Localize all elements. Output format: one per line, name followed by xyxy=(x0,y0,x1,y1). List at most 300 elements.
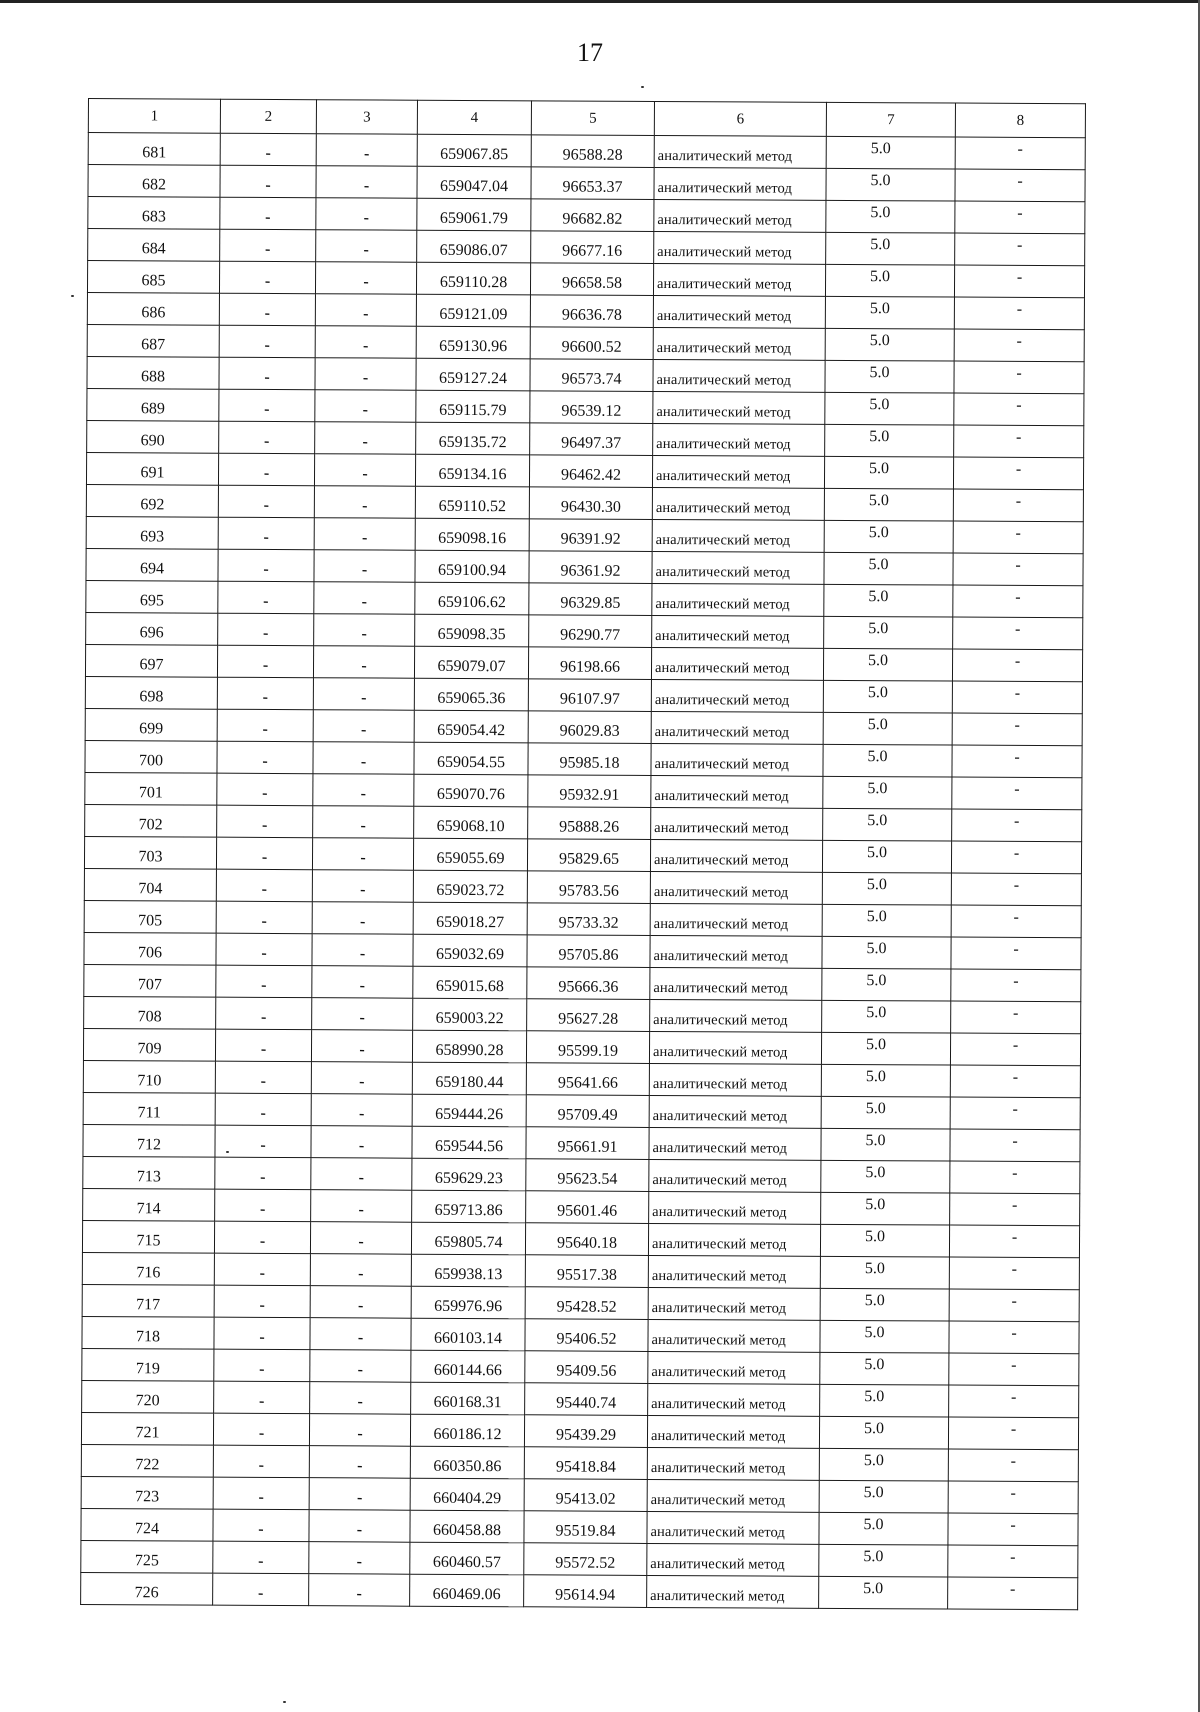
cell-method: аналитический метод xyxy=(651,711,823,744)
cell-coord-y: 95614.94 xyxy=(524,1575,647,1608)
cell-col-8: - xyxy=(952,745,1082,778)
cell-coord-x: 659544.56 xyxy=(412,1126,526,1159)
cell-method: аналитический метод xyxy=(648,1351,820,1384)
table-row xyxy=(82,1380,1079,1417)
cell-coord-x: 659098.16 xyxy=(415,518,529,551)
cell-col-2: - xyxy=(213,1573,309,1606)
cell-col-2: - xyxy=(214,1221,310,1254)
cell-point-number: 702 xyxy=(85,804,217,837)
cell-point-number: 692 xyxy=(86,484,218,517)
cell-method: аналитический метод xyxy=(647,1543,819,1576)
table-header-row xyxy=(88,99,1085,138)
cell-point-number: 718 xyxy=(82,1316,214,1349)
cell-accuracy: 5.0 xyxy=(820,1352,949,1385)
cell-point-number: 711 xyxy=(83,1092,215,1125)
cell-accuracy: 5.0 xyxy=(822,872,951,905)
cell-coord-x: 659110.52 xyxy=(415,486,529,519)
cell-col-8: - xyxy=(952,681,1082,714)
cell-point-number: 681 xyxy=(88,133,220,166)
cell-col-2: - xyxy=(220,133,316,166)
cell-coord-y: 95733.32 xyxy=(527,903,650,936)
cell-accuracy: 5.0 xyxy=(824,456,953,489)
cell-point-number: 701 xyxy=(85,772,217,805)
cell-col-3: - xyxy=(315,262,416,295)
table-row xyxy=(82,1348,1079,1385)
cell-coord-x: 659015.68 xyxy=(413,966,527,999)
cell-coord-y: 96029.83 xyxy=(528,711,651,744)
cell-col-2: - xyxy=(218,549,314,582)
cell-method: аналитический метод xyxy=(649,1095,821,1128)
table-row xyxy=(82,1252,1079,1289)
cell-point-number: 725 xyxy=(81,1540,213,1573)
cell-col-2: - xyxy=(217,773,313,806)
cell-col-2: - xyxy=(218,453,314,486)
cell-col-2: - xyxy=(216,901,312,934)
cell-coord-x: 659065.36 xyxy=(414,678,528,711)
cell-accuracy: 5.0 xyxy=(826,200,955,233)
cell-accuracy: 5.0 xyxy=(824,552,953,585)
table-row xyxy=(83,1156,1080,1193)
cell-point-number: 689 xyxy=(87,388,219,421)
cell-coord-y: 96198.66 xyxy=(528,647,651,680)
cell-col-8: - xyxy=(951,841,1081,874)
cell-col-3: - xyxy=(315,358,416,391)
cell-col-3: - xyxy=(314,614,415,647)
cell-method: аналитический метод xyxy=(650,903,822,936)
cell-coord-y: 95705.86 xyxy=(527,935,650,968)
table-row xyxy=(81,1476,1078,1513)
cell-method: аналитический метод xyxy=(654,135,826,168)
page-number: 17 xyxy=(577,38,603,67)
cell-coord-y: 96462.42 xyxy=(529,455,652,488)
cell-coord-y: 95517.38 xyxy=(525,1255,648,1288)
cell-col-3: - xyxy=(311,1030,412,1063)
cell-method: аналитический метод xyxy=(651,807,823,840)
cell-col-3: - xyxy=(315,294,416,327)
table-row xyxy=(87,420,1084,457)
cell-col-8: - xyxy=(952,713,1082,746)
table-row xyxy=(87,292,1084,329)
cell-accuracy: 5.0 xyxy=(823,712,952,745)
cell-point-number: 706 xyxy=(84,932,216,965)
cell-coord-y: 95572.52 xyxy=(524,1543,647,1576)
cell-method: аналитический метод xyxy=(649,1063,821,1096)
cell-col-3: - xyxy=(315,390,416,423)
cell-coord-y: 96658.58 xyxy=(530,263,653,296)
cell-accuracy: 5.0 xyxy=(824,488,953,521)
cell-col-8: - xyxy=(950,1129,1080,1162)
cell-point-number: 684 xyxy=(88,229,220,262)
cell-col-8: - xyxy=(948,1481,1078,1514)
cell-method: аналитический метод xyxy=(652,583,824,616)
table-row xyxy=(85,740,1082,777)
cell-accuracy: 5.0 xyxy=(819,1480,948,1513)
cell-coord-x: 660350.86 xyxy=(410,1446,524,1479)
cell-col-3: - xyxy=(311,1158,412,1191)
cell-coord-y: 96497.37 xyxy=(530,423,653,456)
cell-col-3: - xyxy=(310,1222,411,1255)
cell-method: аналитический метод xyxy=(650,935,822,968)
cell-col-2: - xyxy=(213,1445,309,1478)
table-row xyxy=(86,612,1083,649)
cell-col-8: - xyxy=(951,1001,1081,1034)
cell-col-2: - xyxy=(213,1413,309,1446)
cell-col-2: - xyxy=(213,1509,309,1542)
cell-col-8: - xyxy=(948,1545,1078,1578)
cell-col-3: - xyxy=(311,1094,412,1127)
cell-method: аналитический метод xyxy=(648,1319,820,1352)
cell-col-8: - xyxy=(948,1577,1078,1610)
cell-accuracy: 5.0 xyxy=(823,776,952,809)
cell-col-3: - xyxy=(313,678,414,711)
cell-point-number: 700 xyxy=(85,740,217,773)
cell-coord-y: 96539.12 xyxy=(530,391,653,424)
cell-method: аналитический метод xyxy=(647,1447,819,1480)
table-row xyxy=(84,836,1081,873)
cell-point-number: 705 xyxy=(84,900,216,933)
cell-method: аналитический метод xyxy=(647,1511,819,1544)
cell-col-8: - xyxy=(955,201,1085,234)
cell-col-2: - xyxy=(214,1285,310,1318)
cell-point-number: 710 xyxy=(83,1060,215,1093)
cell-coord-y: 95661.91 xyxy=(526,1127,649,1160)
cell-coord-x: 659121.09 xyxy=(416,294,530,327)
cell-coord-x: 659100.94 xyxy=(415,550,529,583)
cell-col-8: - xyxy=(950,1161,1080,1194)
cell-method: аналитический метод xyxy=(653,391,825,424)
cell-col-3: - xyxy=(313,774,414,807)
cell-col-8: - xyxy=(955,169,1085,202)
cell-accuracy: 5.0 xyxy=(825,392,954,425)
cell-coord-y: 95783.56 xyxy=(527,871,650,904)
cell-point-number: 712 xyxy=(83,1124,215,1157)
cell-coord-y: 96653.37 xyxy=(531,167,654,200)
cell-col-2: - xyxy=(217,741,313,774)
cell-accuracy: 5.0 xyxy=(822,1000,951,1033)
cell-col-8: - xyxy=(955,137,1085,170)
cell-accuracy: 5.0 xyxy=(821,1064,950,1097)
cell-point-number: 683 xyxy=(88,197,220,230)
cell-accuracy: 5.0 xyxy=(824,584,953,617)
cell-col-3: - xyxy=(312,838,413,871)
table-row xyxy=(83,1092,1080,1129)
cell-point-number: 696 xyxy=(86,612,218,645)
cell-method: аналитический метод xyxy=(649,1191,821,1224)
cell-col-3: - xyxy=(313,806,414,839)
cell-col-3: - xyxy=(310,1382,411,1415)
scan-speck xyxy=(71,295,74,297)
cell-point-number: 682 xyxy=(88,165,220,198)
cell-col-8: - xyxy=(950,1097,1080,1130)
cell-col-2: - xyxy=(218,517,314,550)
cell-col-2: - xyxy=(214,1253,310,1286)
cell-col-2: - xyxy=(214,1381,310,1414)
cell-col-3: - xyxy=(311,1062,412,1095)
table-row xyxy=(82,1284,1079,1321)
cell-col-3: - xyxy=(312,966,413,999)
cell-col-3: - xyxy=(312,870,413,903)
cell-point-number: 723 xyxy=(81,1476,213,1509)
cell-point-number: 688 xyxy=(87,356,219,389)
cell-coord-x: 659032.69 xyxy=(413,934,527,967)
cell-col-2: - xyxy=(217,645,313,678)
cell-method: аналитический метод xyxy=(652,615,824,648)
cell-coord-x: 659079.07 xyxy=(414,646,528,679)
cell-coord-x: 660103.14 xyxy=(411,1318,525,1351)
cell-coord-y: 95985.18 xyxy=(528,743,651,776)
cell-coord-y: 95888.26 xyxy=(528,807,651,840)
cell-coord-x: 659070.76 xyxy=(414,774,528,807)
cell-coord-y: 95829.65 xyxy=(527,839,650,872)
column-header-4: 4 xyxy=(417,100,531,135)
cell-point-number: 694 xyxy=(86,548,218,581)
cell-coord-y: 96636.78 xyxy=(530,295,653,328)
table-row xyxy=(83,1028,1080,1065)
cell-col-2: - xyxy=(215,1029,311,1062)
cell-coord-x: 660404.29 xyxy=(410,1478,524,1511)
cell-coord-x: 659054.42 xyxy=(414,710,528,743)
cell-accuracy: 5.0 xyxy=(826,168,955,201)
cell-accuracy: 5.0 xyxy=(820,1224,949,1257)
cell-accuracy: 5.0 xyxy=(819,1544,948,1577)
cell-point-number: 703 xyxy=(84,836,216,869)
cell-accuracy: 5.0 xyxy=(820,1256,949,1289)
cell-col-8: - xyxy=(953,617,1083,650)
cell-col-2: - xyxy=(217,709,313,742)
cell-col-3: - xyxy=(309,1510,410,1543)
cell-col-3: - xyxy=(314,486,415,519)
cell-method: аналитический метод xyxy=(647,1575,819,1608)
cell-col-8: - xyxy=(950,1065,1080,1098)
cell-accuracy: 5.0 xyxy=(822,936,951,969)
cell-col-3: - xyxy=(316,166,417,199)
cell-point-number: 697 xyxy=(85,644,217,677)
cell-col-2: - xyxy=(217,677,313,710)
table-row xyxy=(88,197,1085,234)
cell-coord-x: 659067.85 xyxy=(417,134,531,167)
cell-accuracy: 5.0 xyxy=(823,744,952,777)
column-header-8: 8 xyxy=(955,103,1085,138)
cell-coord-x: 659055.69 xyxy=(413,838,527,871)
cell-point-number: 714 xyxy=(83,1188,215,1221)
table-row xyxy=(85,644,1082,681)
cell-col-2: - xyxy=(214,1317,310,1350)
table-row xyxy=(84,996,1081,1033)
cell-point-number: 695 xyxy=(86,580,218,613)
cell-col-8: - xyxy=(955,233,1085,266)
cell-method: аналитический метод xyxy=(647,1479,819,1512)
cell-accuracy: 5.0 xyxy=(821,1160,950,1193)
cell-coord-x: 660469.06 xyxy=(410,1574,524,1607)
cell-accuracy: 5.0 xyxy=(821,1032,950,1065)
cell-col-8: - xyxy=(951,905,1081,938)
column-header-6: 6 xyxy=(654,101,826,136)
table-row xyxy=(86,516,1083,553)
cell-method: аналитический метод xyxy=(649,1127,821,1160)
table-row xyxy=(84,868,1081,905)
table-row xyxy=(87,356,1084,393)
cell-accuracy: 5.0 xyxy=(823,680,952,713)
cell-col-8: - xyxy=(950,1193,1080,1226)
cell-coord-y: 96290.77 xyxy=(529,615,652,648)
cell-col-2: - xyxy=(220,229,316,262)
cell-coord-x: 659054.55 xyxy=(414,742,528,775)
cell-col-8: - xyxy=(949,1353,1079,1386)
cell-method: аналитический метод xyxy=(650,871,822,904)
cell-col-8: - xyxy=(951,969,1081,1002)
cell-col-2: - xyxy=(217,805,313,838)
column-header-3: 3 xyxy=(316,100,417,135)
cell-method: аналитический метод xyxy=(648,1223,820,1256)
cell-method: аналитический метод xyxy=(653,327,825,360)
cell-coord-y: 95627.28 xyxy=(527,999,650,1032)
cell-col-2: - xyxy=(220,197,316,230)
cell-col-2: - xyxy=(214,1349,310,1382)
cell-coord-y: 95406.52 xyxy=(525,1319,648,1352)
cell-col-3: - xyxy=(314,550,415,583)
cell-col-8: - xyxy=(950,1033,1080,1066)
table-row xyxy=(84,932,1081,969)
table-row xyxy=(83,1188,1080,1225)
cell-col-2: - xyxy=(216,869,312,902)
table-row xyxy=(85,804,1082,841)
cell-col-3: - xyxy=(313,742,414,775)
cell-coord-y: 95641.66 xyxy=(526,1063,649,1096)
cell-coord-x: 659023.72 xyxy=(413,870,527,903)
cell-col-2: - xyxy=(213,1477,309,1510)
cell-col-3: - xyxy=(314,518,415,551)
cell-coord-x: 659003.22 xyxy=(413,998,527,1031)
column-header-7: 7 xyxy=(826,102,955,137)
cell-coord-x: 660458.88 xyxy=(410,1510,524,1543)
cell-coord-y: 96588.28 xyxy=(531,135,654,168)
cell-point-number: 716 xyxy=(82,1252,214,1285)
table-row xyxy=(88,133,1085,170)
cell-point-number: 722 xyxy=(81,1444,213,1477)
cell-coord-y: 96361.92 xyxy=(529,551,652,584)
cell-point-number: 717 xyxy=(82,1284,214,1317)
cell-col-2: - xyxy=(215,1157,311,1190)
cell-method: аналитический метод xyxy=(648,1383,820,1416)
cell-col-8: - xyxy=(953,457,1083,490)
cell-col-3: - xyxy=(314,454,415,487)
cell-col-8: - xyxy=(954,361,1084,394)
cell-col-2: - xyxy=(218,613,314,646)
cell-coord-y: 95709.49 xyxy=(526,1095,649,1128)
cell-coord-y: 96391.92 xyxy=(529,519,652,552)
cell-accuracy: 5.0 xyxy=(822,840,951,873)
cell-method: аналитический метод xyxy=(651,775,823,808)
table-body xyxy=(81,133,1086,1610)
cell-point-number: 699 xyxy=(85,708,217,741)
cell-coord-y: 95601.46 xyxy=(526,1191,649,1224)
cell-point-number: 719 xyxy=(82,1348,214,1381)
cell-accuracy: 5.0 xyxy=(819,1576,948,1609)
cell-accuracy: 5.0 xyxy=(822,968,951,1001)
cell-accuracy: 5.0 xyxy=(821,1128,950,1161)
cell-point-number: 720 xyxy=(82,1380,214,1413)
cell-col-3: - xyxy=(309,1574,410,1607)
cell-accuracy: 5.0 xyxy=(819,1512,948,1545)
cell-col-2: - xyxy=(216,933,312,966)
column-header-1: 1 xyxy=(88,99,220,134)
cell-col-2: - xyxy=(220,165,316,198)
cell-accuracy: 5.0 xyxy=(824,616,953,649)
cell-point-number: 724 xyxy=(81,1508,213,1541)
cell-col-8: - xyxy=(948,1449,1078,1482)
table-row xyxy=(86,452,1083,489)
cell-col-2: - xyxy=(216,837,312,870)
cell-coord-x: 659135.72 xyxy=(416,422,530,455)
cell-col-8: - xyxy=(951,937,1081,970)
cell-method: аналитический метод xyxy=(648,1255,820,1288)
cell-col-8: - xyxy=(954,425,1084,458)
cell-coord-y: 96430.30 xyxy=(529,487,652,520)
cell-method: аналитический метод xyxy=(651,679,823,712)
cell-accuracy: 5.0 xyxy=(824,520,953,553)
table-row xyxy=(85,708,1082,745)
cell-point-number: 691 xyxy=(86,452,218,485)
cell-accuracy: 5.0 xyxy=(823,648,952,681)
cell-method: аналитический метод xyxy=(654,167,826,200)
scan-speck xyxy=(283,1701,286,1703)
table-row xyxy=(87,261,1084,298)
cell-col-8: - xyxy=(952,777,1082,810)
cell-method: аналитический метод xyxy=(651,647,823,680)
cell-method: аналитический метод xyxy=(652,455,824,488)
cell-coord-x: 659068.10 xyxy=(414,806,528,839)
cell-col-2: - xyxy=(218,581,314,614)
cell-col-8: - xyxy=(954,329,1084,362)
cell-col-8: - xyxy=(954,297,1084,330)
cell-col-8: - xyxy=(948,1417,1078,1450)
cell-col-8: - xyxy=(954,393,1084,426)
cell-accuracy: 5.0 xyxy=(825,264,954,297)
cell-col-3: - xyxy=(312,934,413,967)
cell-coord-y: 96329.85 xyxy=(529,583,652,616)
cell-coord-x: 659180.44 xyxy=(412,1062,526,1095)
cell-method: аналитический метод xyxy=(653,359,825,392)
cell-col-2: - xyxy=(213,1541,309,1574)
cell-coord-x: 659444.26 xyxy=(412,1094,526,1127)
cell-coord-x: 659938.13 xyxy=(411,1254,525,1287)
cell-method: аналитический метод xyxy=(653,295,825,328)
cell-point-number: 698 xyxy=(85,676,217,709)
cell-point-number: 708 xyxy=(84,996,216,1029)
cell-accuracy: 5.0 xyxy=(821,1096,950,1129)
cell-accuracy: 5.0 xyxy=(825,296,954,329)
table-row xyxy=(83,1124,1080,1161)
cell-col-3: - xyxy=(310,1286,411,1319)
cell-point-number: 713 xyxy=(83,1156,215,1189)
cell-method: аналитический метод xyxy=(647,1415,819,1448)
cell-method: аналитический метод xyxy=(648,1287,820,1320)
cell-col-8: - xyxy=(949,1321,1079,1354)
cell-col-3: - xyxy=(313,646,414,679)
cell-col-2: - xyxy=(218,485,314,518)
cell-col-8: - xyxy=(953,521,1083,554)
cell-col-3: - xyxy=(310,1350,411,1383)
cell-col-8: - xyxy=(953,553,1083,586)
cell-accuracy: 5.0 xyxy=(821,1192,950,1225)
cell-accuracy: 5.0 xyxy=(826,232,955,265)
table-row xyxy=(86,484,1083,521)
cell-coord-y: 95623.54 xyxy=(526,1159,649,1192)
cell-accuracy: 5.0 xyxy=(825,328,954,361)
cell-coord-x: 660144.66 xyxy=(411,1350,525,1383)
cell-col-2: - xyxy=(219,389,315,422)
cell-col-2: - xyxy=(219,261,315,294)
